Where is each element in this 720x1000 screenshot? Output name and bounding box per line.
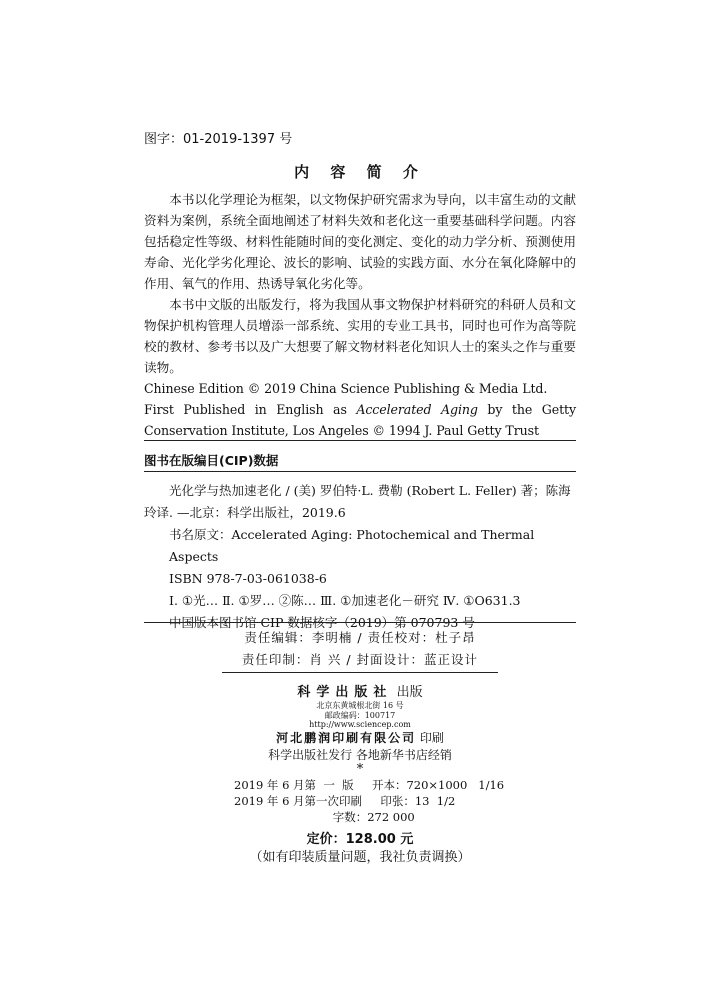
cip-original-title: 书名原文：Accelerated Aging: Photochemical and Thermal Aspects (169, 527, 535, 564)
printer-suffix: 印刷 (416, 731, 444, 745)
printer-name: 河北鹏润印刷有限公司 (276, 731, 417, 745)
divider-rule (222, 672, 498, 673)
book-price: 定价：128.00 元 (306, 832, 414, 847)
divider-rule (144, 440, 576, 441)
staff-credits-line: 责任编辑：李明楠 / 责任校对：杜子昂 (244, 630, 476, 645)
copyright-line-chinese-edition: Chinese Edition © 2019 China Science Publishing & Media Ltd. (144, 381, 548, 396)
publisher-address: 北京东黄城根北街 16 号 (316, 701, 404, 710)
print-spec-line: 字数：272 000 (234, 810, 415, 824)
cip-verification: 中国版本图书馆 CIP 数据核字（2019）第 070793 号 (169, 615, 475, 630)
copyright-registration-number: 图字：01-2019-1397 号 (144, 132, 293, 147)
summary-paragraph: 本书以化学理论为框架，以文物保护研究需求为导向，以丰富生动的文献资料为案例，系统全面地阐述了材料失效和老化这一重要基础科学问题。内容包括稳定性等级、材料性能随时间的变化测定、变化的动力学分析、预测使用寿命、光化学劣化理论、波长的影响、试验的实践方面、水分在氧化降解中的作用、氧气的作用、热诱导氧化劣化等。 (144, 192, 576, 291)
publisher-name: 科学出版社 (297, 685, 393, 700)
print-spec-line: 2019 年 6 月第一次印刷 印张：13 1/2 (234, 794, 456, 808)
staff-credits-line: 责任印制：肖 兴 / 封面设计：蓝正设计 (241, 652, 479, 667)
print-spec-line: 2019 年 6 月第 一 版 开本：720×1000 1/16 (234, 778, 505, 792)
publisher-website: http://www.sciencep.com (309, 720, 411, 729)
summary-title: 内 容 简 介 (294, 163, 426, 181)
publisher-postcode: 邮政编码：100717 (324, 711, 396, 720)
copyright-line-original-edition (144, 399, 576, 441)
summary-paragraph: 本书中文版的出版发行，将为我国从事文物保护材料研究的科研人员和文物保护机构管理人员增添一部系统、实用的专业工具书，同时也可作为高等院校的教材、参考书以及广大想要了解文物材料老化知识人士的案头之作与重要读物。 (144, 297, 576, 375)
publisher-suffix: 出版 (392, 685, 423, 700)
cip-entry: 光化学与热加速老化 / (美) 罗伯特·L. 费勒 (Robert L. Feller) 著；陈海玲译. —北京：科学出版社，2019.6 (144, 483, 571, 520)
distribution-line: 科学出版社发行 各地新华书店经销 (268, 748, 452, 762)
content-summary (144, 189, 576, 441)
cip-data-block (144, 480, 576, 634)
copyright-prefix: First Published in English as (144, 402, 357, 417)
separator-asterisk: * (356, 762, 364, 777)
divider-rule (144, 471, 576, 472)
cip-classification: Ⅰ. ①光… Ⅱ. ①罗… ②陈… Ⅲ. ①加速老化－研究 Ⅳ. ①O631.3 (169, 593, 521, 608)
original-book-title: Accelerated Aging (356, 402, 478, 417)
cip-heading: 图书在版编目(CIP)数据 (144, 453, 279, 468)
cip-isbn: ISBN 978-7-03-061038-6 (169, 571, 327, 586)
printer-line (0, 729, 720, 746)
divider-rule (144, 622, 576, 623)
quality-notice: （如有印装质量问题，我社负责调换） (249, 850, 471, 865)
copyright-suffix: by the Getty Conservation Institute, Los Angeles © 1994 J. Paul Getty Trust (144, 402, 577, 438)
publisher-line (0, 681, 720, 700)
